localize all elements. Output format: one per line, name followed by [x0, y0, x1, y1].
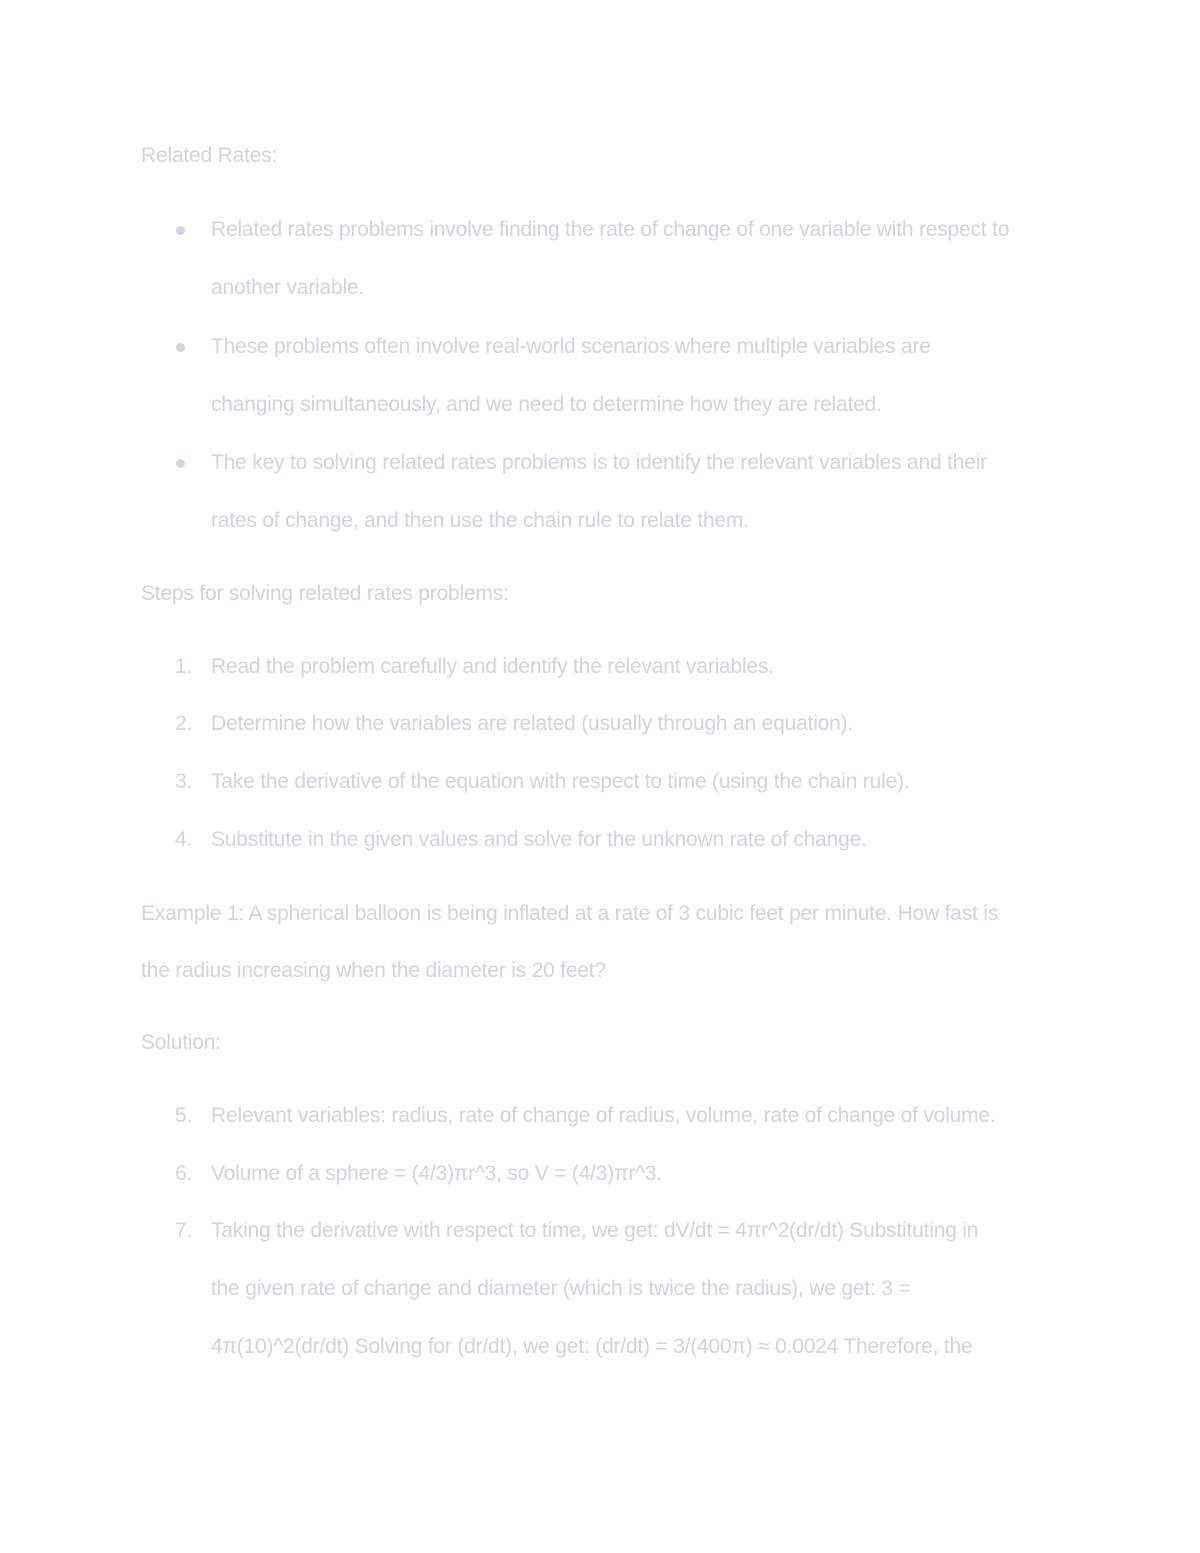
- step-number: 6.: [175, 1162, 193, 1185]
- bullet-dot-icon: [176, 343, 185, 352]
- step-number: 1.: [175, 655, 193, 678]
- bullet-text-line: These problems often involve real-world scenarios where multiple variables are: [211, 335, 931, 358]
- step-text: Read the problem carefully and identify the relevant variables.: [211, 655, 774, 678]
- heading-steps: Steps for solving related rates problems:: [141, 582, 509, 605]
- bullet-text-line: Related rates problems involve finding the rate of change of one variable with respect to: [211, 218, 1010, 241]
- step-text: Take the derivative of the equation with respect to time (using the chain rule).: [211, 770, 910, 793]
- example-line: Example 1: A spherical balloon is being inflated at a rate of 3 cubic feet per minute. How fast is: [141, 902, 999, 925]
- bullet-text-line: another variable.: [211, 276, 365, 299]
- bullet-dot-icon: [176, 226, 185, 235]
- bullet-dot-icon: [176, 459, 185, 468]
- step-text: Substitute in the given values and solve for the unknown rate of change.: [211, 828, 867, 851]
- bullet-text-line: changing simultaneously, and we need to determine how they are related.: [211, 393, 882, 416]
- step-number: 2.: [175, 712, 193, 735]
- step-text: 4π(10)^2(dr/dt) Solving for (dr/dt), we get: (dr/dt) = 3/(400π) ≈ 0.0024 Therefore, the: [211, 1335, 973, 1358]
- step-number: 5.: [175, 1104, 193, 1127]
- step-text: Relevant variables: radius, rate of change of radius, volume, rate of change of volume.: [211, 1104, 996, 1127]
- heading-solution: Solution:: [141, 1031, 221, 1054]
- step-text: the given rate of change and diameter (which is twice the radius), we get: 3 =: [211, 1277, 911, 1300]
- step-number: 3.: [175, 770, 193, 793]
- step-text: Taking the derivative with respect to time, we get: dV/dt = 4πr^2(dr/dt) Substituting in: [211, 1219, 979, 1242]
- step-number: 4.: [175, 828, 193, 851]
- heading-related-rates: Related Rates:: [141, 144, 278, 167]
- bullet-text-line: rates of change, and then use the chain rule to relate them.: [211, 509, 749, 532]
- step-number: 7.: [175, 1219, 193, 1242]
- example-line: the radius increasing when the diameter is 20 feet?: [141, 959, 606, 982]
- step-text: Volume of a sphere = (4/3)πr^3, so V = (4/3)πr^3.: [211, 1162, 662, 1185]
- step-text: Determine how the variables are related (usually through an equation).: [211, 712, 854, 735]
- bullet-text-line: The key to solving related rates problems is to identify the relevant variables and their: [211, 451, 987, 474]
